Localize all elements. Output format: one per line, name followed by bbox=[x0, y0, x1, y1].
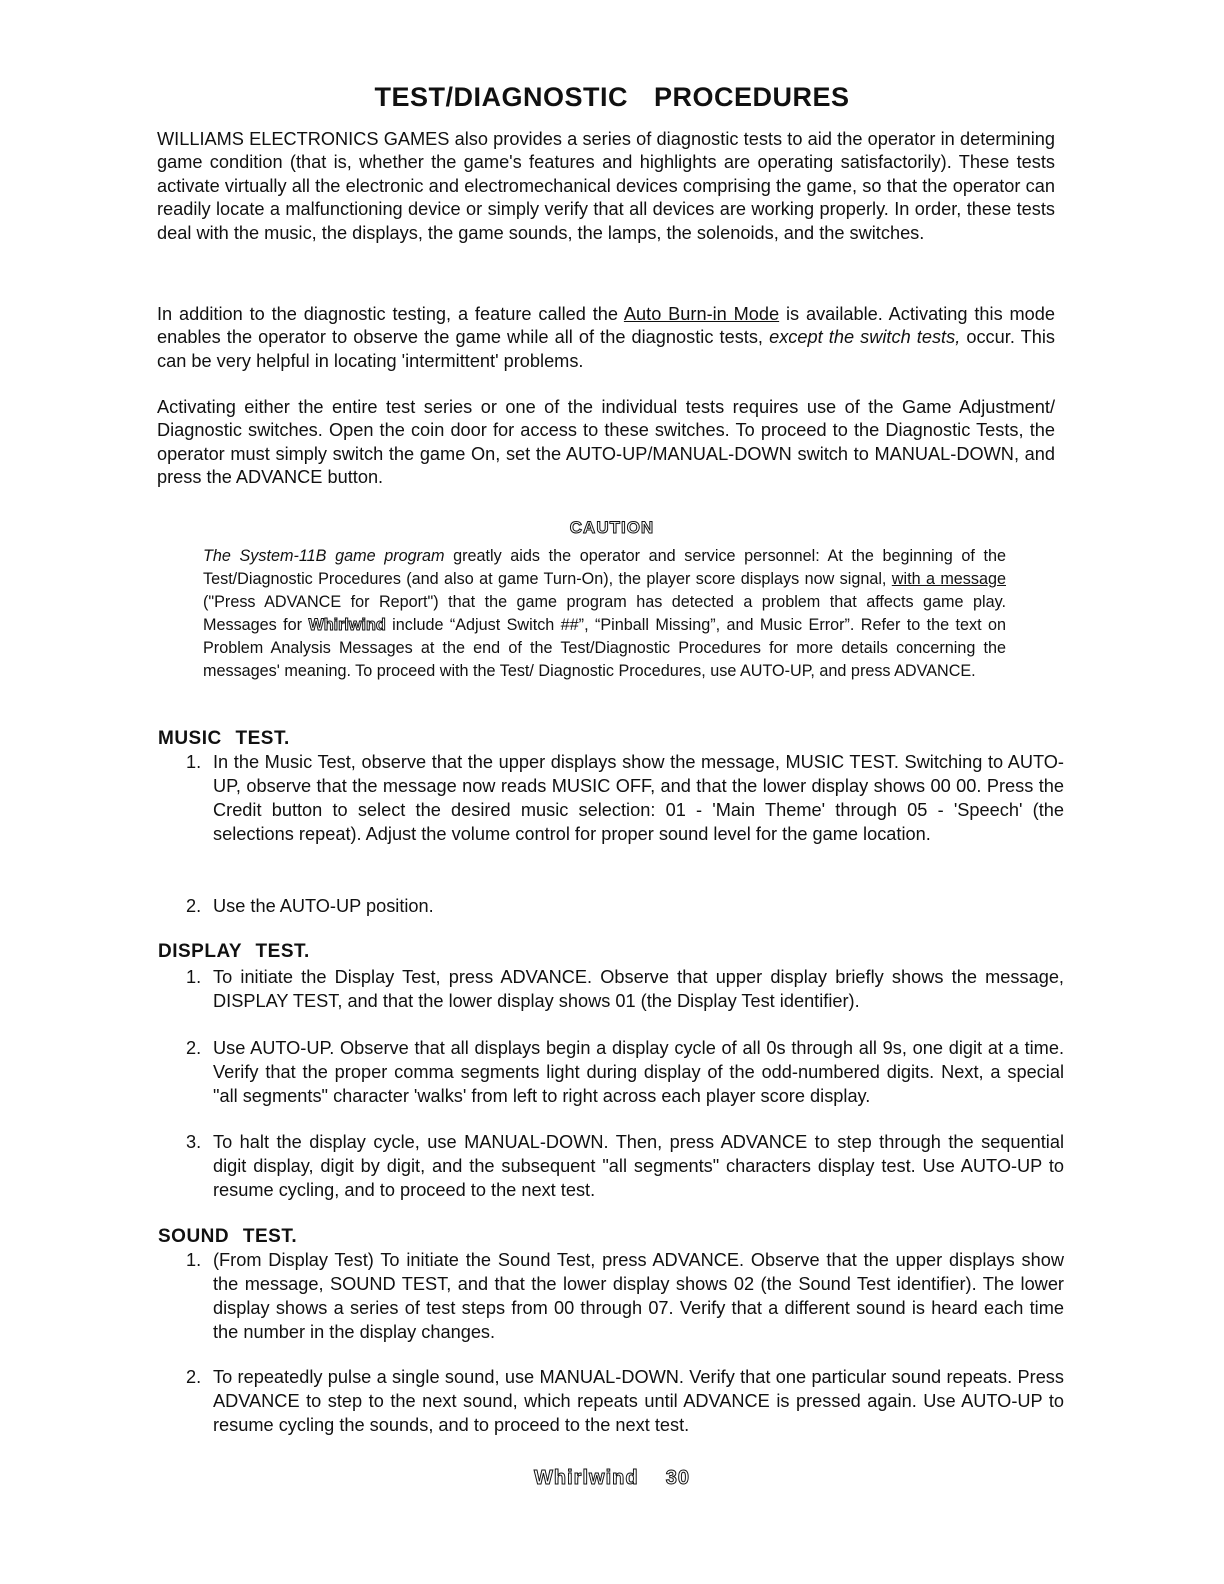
caution-italic-lead: The System-11B game program bbox=[203, 547, 445, 565]
display-test-item-2 bbox=[186, 1036, 1064, 1108]
intro-p2-text-c: occur. This can be very helpful in locating 'intermittent' problems. bbox=[157, 327, 1055, 371]
item-number: 1. bbox=[186, 752, 202, 772]
music-test-item-1 bbox=[186, 750, 1064, 846]
caution-text-b: ("Press ADVANCE for Report") that the game program has detected a problem that affects game play. Messages for bbox=[203, 593, 1006, 634]
page-title: TEST/DIAGNOSTIC PROCEDURES bbox=[374, 82, 850, 112]
intro-paragraph-2 bbox=[157, 303, 1055, 373]
intro-p2-text-b: is available. Activating this mode enables the operator to observe the game while all of the diagnostic tests, bbox=[157, 304, 1056, 348]
display-test-item-3 bbox=[186, 1130, 1064, 1202]
intro-p2-italic: except the switch tests, bbox=[769, 327, 961, 348]
display-test-heading: DISPLAY TEST. bbox=[158, 941, 310, 962]
sound-test-item-2 bbox=[186, 1365, 1064, 1437]
item-number: 2. bbox=[186, 896, 202, 916]
footer-game-name: Whirlwind bbox=[534, 1467, 639, 1489]
caution-underlined: with a message bbox=[891, 570, 1006, 588]
music-test-heading: MUSIC TEST. bbox=[158, 728, 290, 749]
item-text: To initiate the Display Test, press ADVANCE. Observe that upper display briefly shows the message, DISPLAY TEST, and that the lower display shows 01 (the Display Test identifier). bbox=[213, 967, 1064, 1011]
item-number: 2. bbox=[186, 1038, 202, 1058]
display-test-item-1 bbox=[186, 965, 1064, 1013]
item-number: 3. bbox=[186, 1132, 202, 1152]
sound-test-item-1 bbox=[186, 1248, 1064, 1344]
intro-paragraph-3: Activating either the entire test series or one of the individual tests requires use of the Game Adjustment/ Diagnostic switches. Open the coin door for access to these switches. To proceed to the Diagnostic Tests, the operator must simply switch the game On, set the AUTO-UP/MANUAL-DOWN switch to MANUAL-DOWN, and press the ADVANCE button. bbox=[157, 397, 1055, 488]
item-text: To halt the display cycle, use MANUAL-DOWN. Then, press ADVANCE to step through the sequential digit display, digit by digit, and the subsequent "all segments" characters display test. Use AUTO-UP to resume cycling, and to proceed to the next test. bbox=[213, 1132, 1064, 1200]
caution-game-name: Whirlwind bbox=[308, 616, 386, 634]
item-number: 1. bbox=[186, 1250, 202, 1270]
item-number: 1. bbox=[186, 967, 202, 987]
page-footer bbox=[0, 1467, 1224, 1490]
item-number: 2. bbox=[186, 1367, 202, 1387]
item-text: (From Display Test) To initiate the Sound Test, press ADVANCE. Observe that the upper displays show the message, SOUND TEST, and that the lower display shows 02 (the Sound Test identifier). The lower display shows a series of test steps from 00 through 07. Verify that a different sound is heard each time the number in the display changes. bbox=[213, 1250, 1064, 1342]
item-text: In the Music Test, observe that the upper displays show the message, MUSIC TEST. Switching to AUTO-UP, observe that the message now reads MUSIC OFF, and that the lower display shows 00 00. Press the Credit button to select the desired music selection: 01 - 'Main Theme' through 05 - 'Speech' (the selections repeat). Adjust the volume control for proper sound level for the game location. bbox=[213, 752, 1064, 844]
item-text: Use AUTO-UP. Observe that all displays begin a display cycle of all 0s through all 9s, one digit at a time. Verify that the proper comma segments light during display of the odd-numbered digits. Next, a special "all segments" character 'walks' from left to right across each player score display. bbox=[213, 1038, 1064, 1106]
auto-burn-in-mode-term: Auto Burn-in Mode bbox=[623, 304, 780, 324]
caution-paragraph bbox=[203, 545, 1006, 683]
caution-heading: CAUTION bbox=[569, 518, 655, 537]
sound-test-heading: SOUND TEST. bbox=[158, 1226, 298, 1247]
item-text: To repeatedly pulse a single sound, use MANUAL-DOWN. Verify that one particular sound repeats. Press ADVANCE to step to the next sound, which repeats until ADVANCE is pressed again. Use AUTO-UP to resume cycling the sounds, and to proceed to the next test. bbox=[213, 1367, 1064, 1435]
caution-text-a: greatly aids the operator and service personnel: At the beginning of the Test/Diagnostic Procedures (and also at game Turn-On), the player score displays now signal, bbox=[203, 547, 1006, 588]
music-test-item-2 bbox=[186, 894, 1064, 918]
footer-page-number: 30 bbox=[665, 1467, 690, 1489]
caution-text-c: include “Adjust Switch ##”, “Pinball Missing”, and Music Error”. Refer to the text on Problem Analysis Messages at the end of the Test/Diagnostic Procedures for more details concerning the messages' meaning. To proceed with the Test/ Diagnostic Procedures, use AUTO-UP, and press ADVANCE. bbox=[203, 616, 1006, 680]
intro-p2-text-a: In addition to the diagnostic testing, a feature called the bbox=[157, 304, 624, 324]
intro-paragraph-1: WILLIAMS ELECTRONICS GAMES also provides a series of diagnostic tests to aid the operator in determining game condition (that is, whether the game's features and highlights are operating satisfactorily). These tests activate virtually all the electronic and electromechanical devices comprising the game, so that the operator can readily locate a malfunctioning device or simply verify that all devices are working properly. In order, these tests deal with the music, the displays, the game sounds, the lamps, the solenoids, and the switches. bbox=[157, 129, 1055, 243]
item-text: Use the AUTO-UP position. bbox=[213, 896, 434, 916]
